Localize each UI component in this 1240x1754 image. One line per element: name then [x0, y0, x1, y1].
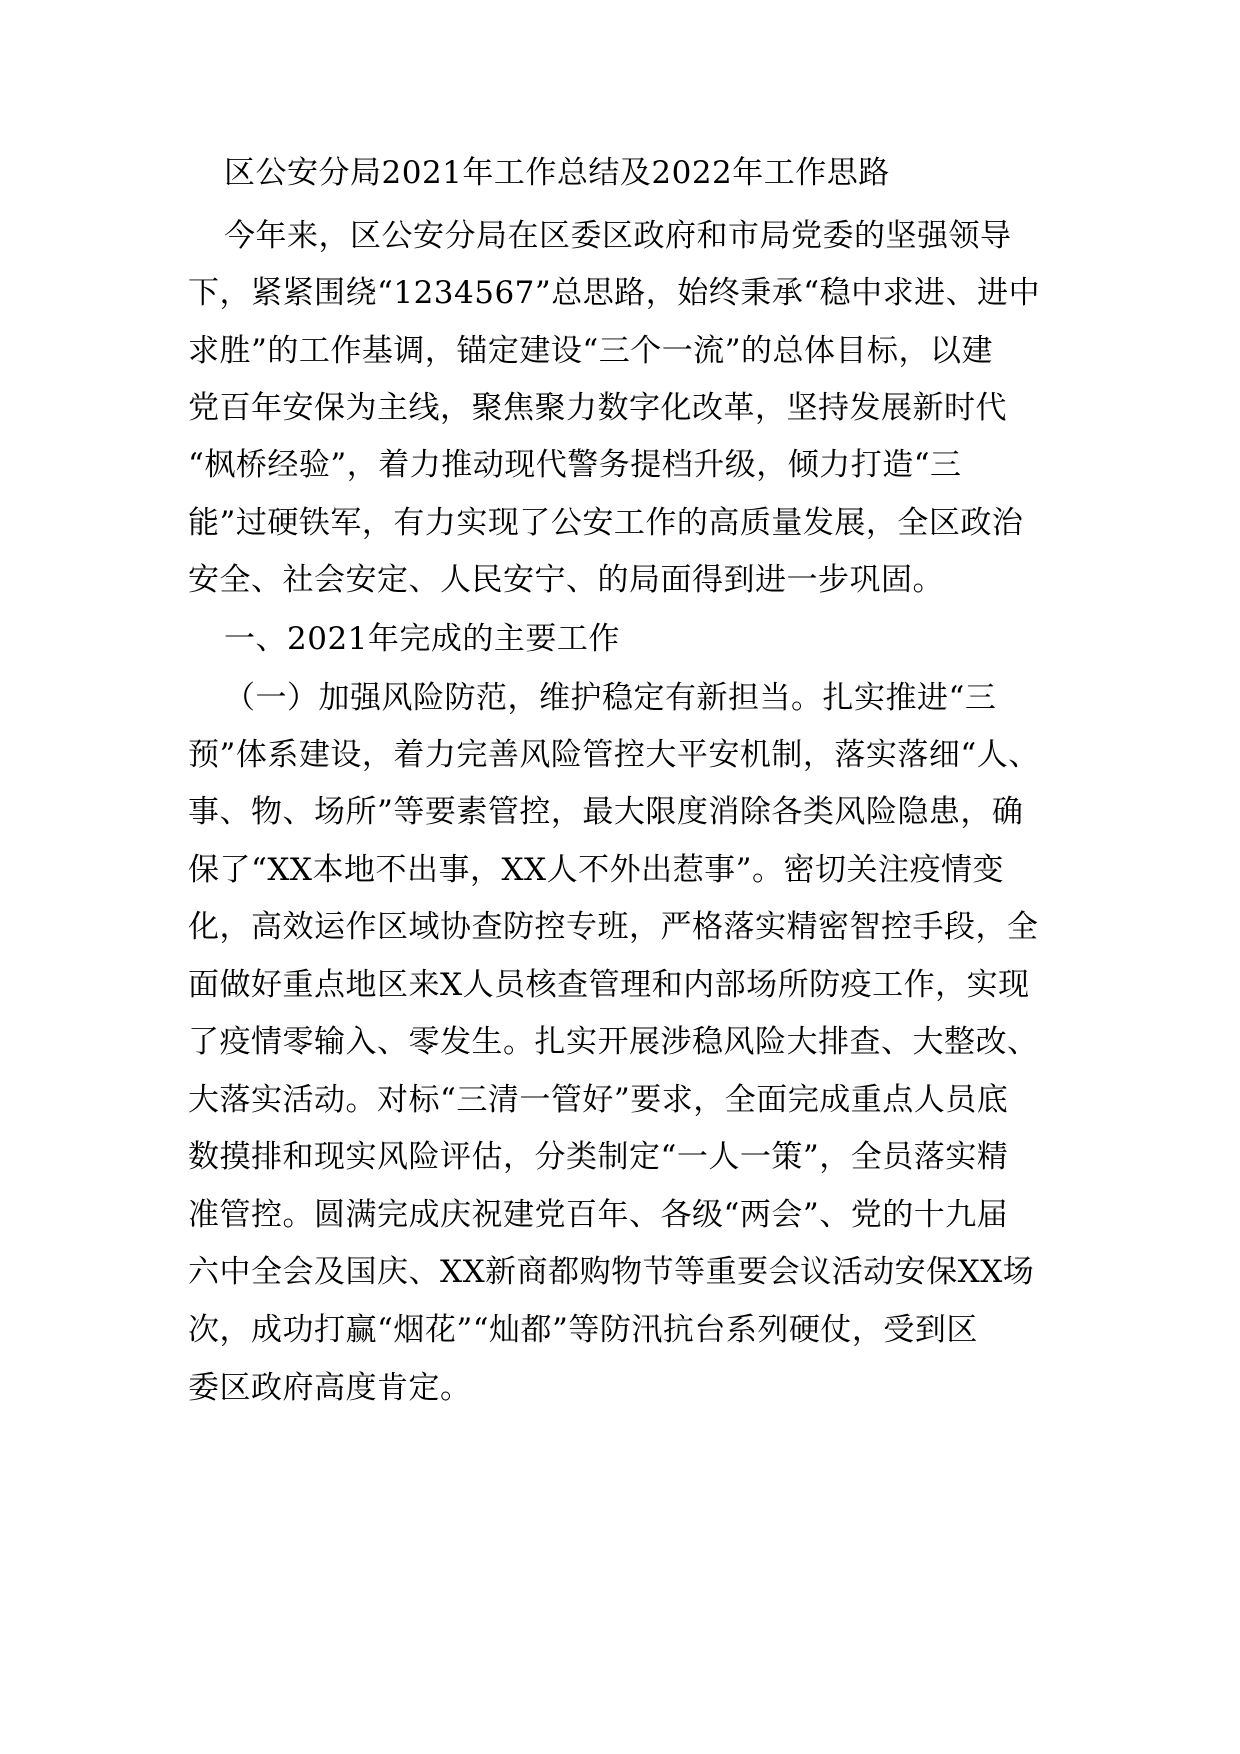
sub-line: 数摸排和现实风险评估，分类制定“一人一策”，全员落实精 [188, 1139, 1009, 1175]
intro-line: 能”过硬铁军，有力实现了公安工作的高质量发展，全区政治 [188, 505, 1024, 541]
document-title: 区公安分局2021年工作总结及2022年工作思路 [224, 155, 890, 191]
section-heading: 一、2021年完成的主要工作 [224, 621, 620, 657]
sub-line: 大落实活动。对标“三清一管好”要求，全面完成重点人员底 [188, 1082, 1009, 1118]
sub-line: （一）加强风险防范，维护稳定有新担当。扎实推进“三 [224, 680, 997, 716]
sub-line: 了疫情零输入、零发生。扎实开展涉稳风险大排查、大整改、 [188, 1024, 1039, 1060]
intro-line: 今年来，区公安分局在区委区政府和市局党委的坚强领导 [224, 218, 1012, 254]
sub-line: 委区政府高度肯定。 [188, 1370, 472, 1406]
intro-line: 求胜”的工作基调，锚定建设“三个一流”的总体目标，以建 [188, 333, 994, 369]
intro-line: “枫桥经验”，着力推动现代警务提档升级，倾力打造“三 [188, 447, 962, 483]
sub-line: 预”体系建设，着力完善风险管控大平安机制，落实落细“人、 [188, 737, 1040, 773]
sub-line: 保了“XX本地不出事，XX人不外出惹事”。密切关注疫情变 [188, 852, 1004, 888]
intro-line: 安全、社会安定、人民安宁、的局面得到进一步巩固。 [188, 562, 944, 598]
sub-line: 化，高效运作区域协查防控专班，严格落实精密智控手段，全 [188, 909, 1039, 945]
sub-line: 次，成功打赢“烟花”“灿都”等防汛抗台系列硬仗，受到区 [188, 1312, 978, 1348]
intro-line: 党百年安保为主线，聚焦聚力数字化改革，坚持发展新时代 [188, 390, 1007, 426]
sub-line: 面做好重点地区来X人员核查管理和内部场所防疫工作，实现 [188, 967, 1030, 1003]
sub-line: 事、物、场所”等要素管控，最大限度消除各类风险隐患，确 [188, 794, 1024, 830]
sub-line: 六中全会及国庆、XX新商都购物节等重要会议活动安保XX场 [188, 1254, 1035, 1290]
sub-line: 准管控。圆满完成庆祝建党百年、各级“两会”、党的十九届 [188, 1197, 1009, 1233]
intro-line: 下，紧紧围绕“1234567”总思路，始终秉承“稳中求进、进中 [188, 275, 1041, 311]
